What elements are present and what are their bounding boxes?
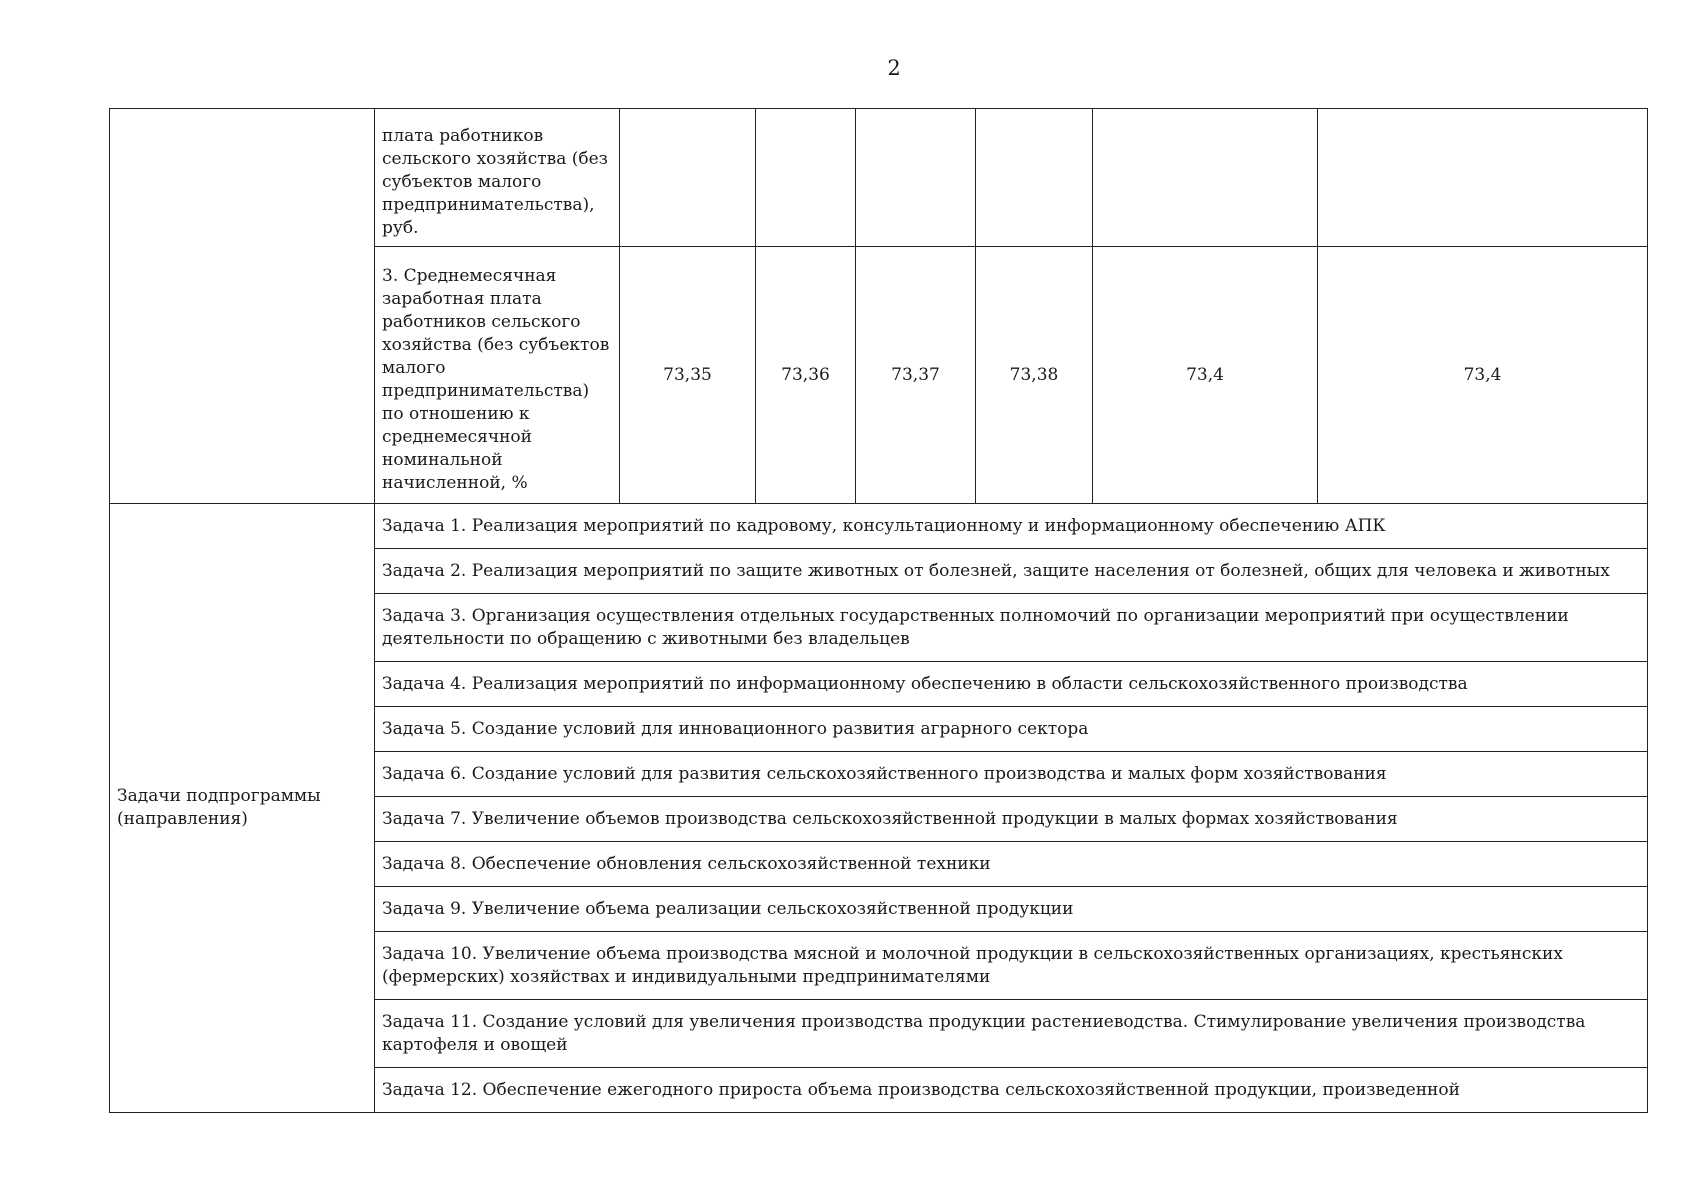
task-cell: Задача 6. Создание условий для развития сельскохозяйственного производства и малых форм хозяйствования: [375, 752, 1648, 797]
value-cell: [976, 109, 1093, 247]
value-cell: [620, 109, 756, 247]
task-cell: Задача 12. Обеспечение ежегодного прироста объема производства сельскохозяйственной продукции, произведенной: [375, 1068, 1648, 1113]
task-cell: Задача 10. Увеличение объема производства мясной и молочной продукции в сельскохозяйственных организациях, крестьянских (фермерских) хозяйствах и индивидуальными предпринимателями: [375, 932, 1648, 1000]
indicator-label: 3. Среднемесячная заработная плата работников сельского хозяйства (без субъектов малого предпринимательства) по отношению к среднемесячной номинальной начисленной, %: [375, 247, 620, 504]
task-cell: Задача 3. Организация осуществления отдельных государственных полномочий по организации мероприятий при осуществлении деятельности по обращению с животными без владельцев: [375, 594, 1648, 662]
task-row: [110, 504, 1648, 549]
page-number: 2: [887, 56, 901, 80]
program-table: [109, 108, 1648, 1113]
empty-section-cell: [110, 109, 375, 504]
value-cell: [756, 109, 856, 247]
task-cell: Задача 5. Создание условий для инновационного развития аграрного сектора: [375, 707, 1648, 752]
value-cell: 73,36: [756, 247, 856, 504]
value-cell: 73,37: [856, 247, 976, 504]
tasks-section-label: Задачи подпрограммы (направления): [110, 504, 375, 1113]
indicator-row: [110, 109, 1648, 247]
indicator-label: плата работников сельского хозяйства (без субъектов малого предпринимательства), руб.: [375, 109, 620, 247]
task-cell: Задача 9. Увеличение объема реализации сельскохозяйственной продукции: [375, 887, 1648, 932]
value-cell: [1318, 109, 1648, 247]
value-cell: 73,4: [1318, 247, 1648, 504]
task-cell: Задача 4. Реализация мероприятий по информационному обеспечению в области сельскохозяйственного производства: [375, 662, 1648, 707]
value-cell: [856, 109, 976, 247]
task-cell: Задача 11. Создание условий для увеличения производства продукции растениеводства. Стимулирование увеличения производства картофеля и овощей: [375, 1000, 1648, 1068]
value-cell: 73,38: [976, 247, 1093, 504]
value-cell: 73,4: [1093, 247, 1318, 504]
task-cell: Задача 7. Увеличение объемов производства сельскохозяйственной продукции в малых формах хозяйствования: [375, 797, 1648, 842]
value-cell: 73,35: [620, 247, 756, 504]
task-cell: Задача 1. Реализация мероприятий по кадровому, консультационному и информационному обеспечению АПК: [375, 504, 1648, 549]
value-cell: [1093, 109, 1318, 247]
task-cell: Задача 2. Реализация мероприятий по защите животных от болезней, защите населения от болезней, общих для человека и животных: [375, 549, 1648, 594]
task-cell: Задача 8. Обеспечение обновления сельскохозяйственной техники: [375, 842, 1648, 887]
